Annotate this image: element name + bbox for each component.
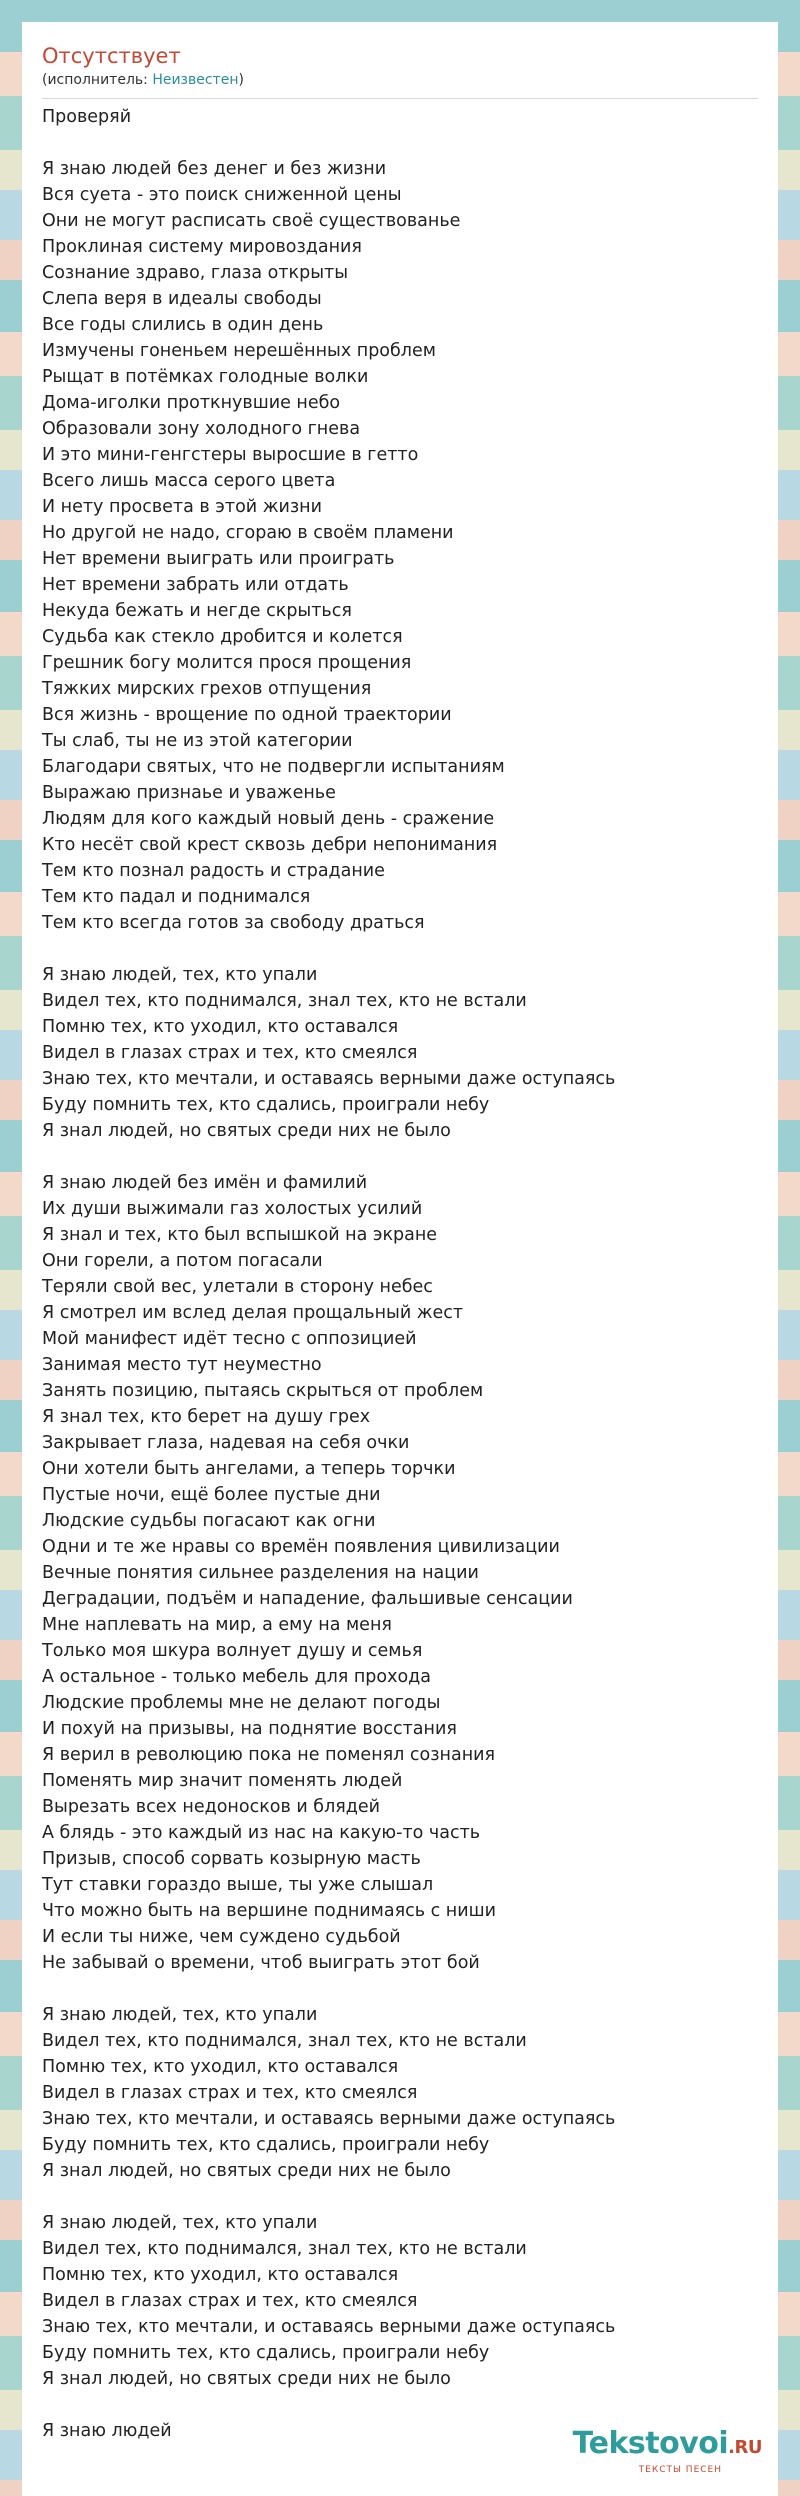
lyrics-line: Мне наплевать на мир, а ему на меня	[42, 1615, 392, 1635]
lyrics-line: Буду помнить тех, кто сдались, проиграли небу	[42, 2343, 490, 2363]
content-panel	[22, 22, 778, 2496]
lyrics-line: Проклиная систему мировоздания	[42, 237, 362, 257]
lyrics-line: Всего лишь масса серого цвета	[42, 471, 336, 491]
lyrics-line: Слепа веря в идеалы свободы	[42, 289, 322, 309]
lyrics-line: Тем кто познал радость и страдание	[42, 861, 385, 881]
song-subtitle	[42, 70, 758, 90]
lyrics-line: Видел в глазах страх и тех, кто смеялся	[42, 2083, 418, 2103]
site-logo[interactable]	[573, 2428, 762, 2476]
lyrics-line: Я знаю людей	[42, 2421, 172, 2441]
lyrics-blank-line	[42, 2392, 758, 2418]
lyrics-line: Тем кто падал и поднимался	[42, 887, 311, 907]
lyrics-line: Я знаю людей без имён и фамилий	[42, 1173, 368, 1193]
header-divider	[42, 98, 758, 99]
lyrics-line: Кто несёт свой крест сквозь дебри непонимания	[42, 835, 498, 855]
lyrics-line: Деградации, подъём и нападение, фальшивые сенсации	[42, 1589, 573, 1609]
lyrics-line: Занимая место тут неуместно	[42, 1355, 322, 1375]
lyrics-blank-line	[42, 130, 758, 156]
lyrics-line: Я знаю людей, тех, кто упали	[42, 2213, 318, 2233]
lyrics-line: Помню тех, кто уходил, кто оставался	[42, 2265, 399, 2285]
song-title: Отсутствует	[42, 44, 181, 68]
lyrics-line: Занять позицию, пытаясь скрыться от проблем	[42, 1381, 484, 1401]
artist-link[interactable]: Неизвестен	[152, 72, 239, 88]
lyrics-line: Видел тех, кто поднимался, знал тех, кто не встали	[42, 2031, 527, 2051]
lyrics-line: Вся суета - это поиск сниженной цены	[42, 185, 402, 205]
lyrics-line: Ты слаб, ты не из этой категории	[42, 731, 353, 751]
lyrics-line: Они не могут расписать своё существованье	[42, 211, 461, 231]
lyrics-line: Видел тех, кто поднимался, знал тех, кто не встали	[42, 991, 527, 1011]
lyrics-blank-line	[42, 1976, 758, 2002]
lyrics-line: Нет времени забрать или отдать	[42, 575, 349, 595]
lyrics-line: Видел в глазах страх и тех, кто смеялся	[42, 1043, 418, 1063]
lyrics-line: Людям для кого каждый новый день - сражение	[42, 809, 495, 829]
lyrics-line: Благодари святых, что не подвергли испытаниям	[42, 757, 505, 777]
lyrics-line: Они горели, а потом погасали	[42, 1251, 323, 1271]
logo-name: Tekstovoi	[572, 2426, 729, 2461]
lyrics-line: Некуда бежать и негде скрыться	[42, 601, 352, 621]
lyrics-line: Тем кто всегда готов за свободу драться	[42, 913, 425, 933]
lyrics-line: Я знал людей, но святых среди них не было	[42, 1121, 451, 1141]
lyrics-blank-line	[42, 936, 758, 962]
lyrics-line: Выражаю признаье и уваженье	[42, 783, 336, 803]
lyrics-line: Вся жизнь - врощение по одной траектории	[42, 705, 452, 725]
lyrics-line: Образовали зону холодного гнева	[42, 419, 361, 439]
logo-tagline: ТЕКСТЫ ПЕСЕН	[638, 2465, 722, 2475]
lyrics-line: Видел тех, кто поднимался, знал тех, кто не встали	[42, 2239, 527, 2259]
lyrics-line: Что можно быть на вершине поднимаясь с ниши	[42, 1901, 497, 1921]
lyrics-line: Я знал и тех, кто был вспышкой на экране	[42, 1225, 438, 1245]
lyrics-line: Теряли свой вес, улетали в сторону небес	[42, 1277, 433, 1297]
lyrics-line: Тут ставки гораздо выше, ты уже слышал	[42, 1875, 434, 1895]
lyrics-line: Нет времени выиграть или проиграть	[42, 549, 395, 569]
lyrics-line: И нету просвета в этой жизни	[42, 497, 322, 517]
lyrics-line: Закрывает глаза, надевая на себя очки	[42, 1433, 410, 1453]
lyrics-line: Не забывай о времени, чтоб выиграть этот бой	[42, 1953, 480, 1973]
lyrics-line: Проверяй	[42, 107, 132, 127]
lyrics-line: Я знал людей, но святых среди них не было	[42, 2369, 451, 2389]
lyrics-line: Призыв, способ сорвать козырную масть	[42, 1849, 421, 1869]
lyrics-text	[42, 104, 758, 2444]
lyrics-line: Буду помнить тех, кто сдались, проиграли небу	[42, 2135, 490, 2155]
subtitle-suffix: )	[238, 72, 244, 88]
lyrics-line: Я знал тех, кто берет на душу грех	[42, 1407, 371, 1427]
lyrics-line: Видел в глазах страх и тех, кто смеялся	[42, 2291, 418, 2311]
lyrics-line: Я смотрел им вслед делая прощальный жест	[42, 1303, 464, 1323]
lyrics-line: Поменять мир значит поменять людей	[42, 1771, 403, 1791]
lyrics-line: Помню тех, кто уходил, кто оставался	[42, 2057, 399, 2077]
lyrics-line: И это мини-генгстеры выросшие в гетто	[42, 445, 419, 465]
lyrics-line: Помню тех, кто уходил, кто оставался	[42, 1017, 399, 1037]
lyrics-line: Я знаю людей, тех, кто упали	[42, 965, 318, 985]
lyrics-line: Вечные понятия сильнее разделения на нации	[42, 1563, 479, 1583]
song-header	[42, 42, 758, 90]
lyrics-line: Знаю тех, кто мечтали, и оставаясь верными даже оступаясь	[42, 2109, 616, 2129]
lyrics-line: И если ты ниже, чем суждено судьбой	[42, 1927, 401, 1947]
lyrics-line: И похуй на призывы, на поднятие восстания	[42, 1719, 457, 1739]
logo-tld: .RU	[728, 2437, 762, 2458]
lyrics-line: А остальное - только мебель для прохода	[42, 1667, 431, 1687]
lyrics-line: Сознание здраво, глаза открыты	[42, 263, 349, 283]
lyrics-line: Дома-иголки проткнувшие небо	[42, 393, 341, 413]
lyrics-line: Я верил в революцию пока не поменял сознания	[42, 1745, 496, 1765]
lyrics-line: Людские судьбы погасают как огни	[42, 1511, 376, 1531]
lyrics-line: Людские проблемы мне не делают погоды	[42, 1693, 441, 1713]
lyrics-line: А блядь - это каждый из нас на какую-то часть	[42, 1823, 481, 1843]
lyrics-line: Я знал людей, но святых среди них не было	[42, 2161, 451, 2181]
lyrics-line: Рыщат в потёмках голодные волки	[42, 367, 369, 387]
lyrics-line: Измучены гоненьем нерешённых проблем	[42, 341, 436, 361]
lyrics-line: Знаю тех, кто мечтали, и оставаясь верными даже оступаясь	[42, 1069, 616, 1089]
lyrics-line: Тяжких мирских грехов отпущения	[42, 679, 372, 699]
lyrics-blank-line	[42, 1144, 758, 1170]
lyrics-line: Я знаю людей без денег и без жизни	[42, 159, 387, 179]
lyrics-line: Буду помнить тех, кто сдались, проиграли небу	[42, 1095, 490, 1115]
lyrics-line: Судьба как стекло дробится и колется	[42, 627, 403, 647]
logo-wordmark	[573, 2428, 762, 2464]
lyrics-line: Только моя шкура волнует душу и семья	[42, 1641, 423, 1661]
lyrics-line: Грешник богу молится прося прощения	[42, 653, 412, 673]
lyrics-line: Мой манифест идёт тесно с оппозицией	[42, 1329, 417, 1349]
lyrics-line: Пустые ночи, ещё более пустые дни	[42, 1485, 381, 1505]
lyrics-line: Они хотели быть ангелами, а теперь торчки	[42, 1459, 456, 1479]
lyrics-blank-line	[42, 2184, 758, 2210]
subtitle-prefix: (исполнитель:	[42, 72, 153, 88]
lyrics-line: Но другой не надо, сгораю в своём пламени	[42, 523, 454, 543]
lyrics-line: Вырезать всех недоносков и блядей	[42, 1797, 381, 1817]
lyrics-line: Все годы слились в один день	[42, 315, 324, 335]
lyrics-line: Их души выжимали газ холостых усилий	[42, 1199, 423, 1219]
lyrics-line: Знаю тех, кто мечтали, и оставаясь верными даже оступаясь	[42, 2317, 616, 2337]
lyrics-line: Я знаю людей, тех, кто упали	[42, 2005, 318, 2025]
lyrics-line: Одни и те же нравы со времён появления цивилизации	[42, 1537, 560, 1557]
